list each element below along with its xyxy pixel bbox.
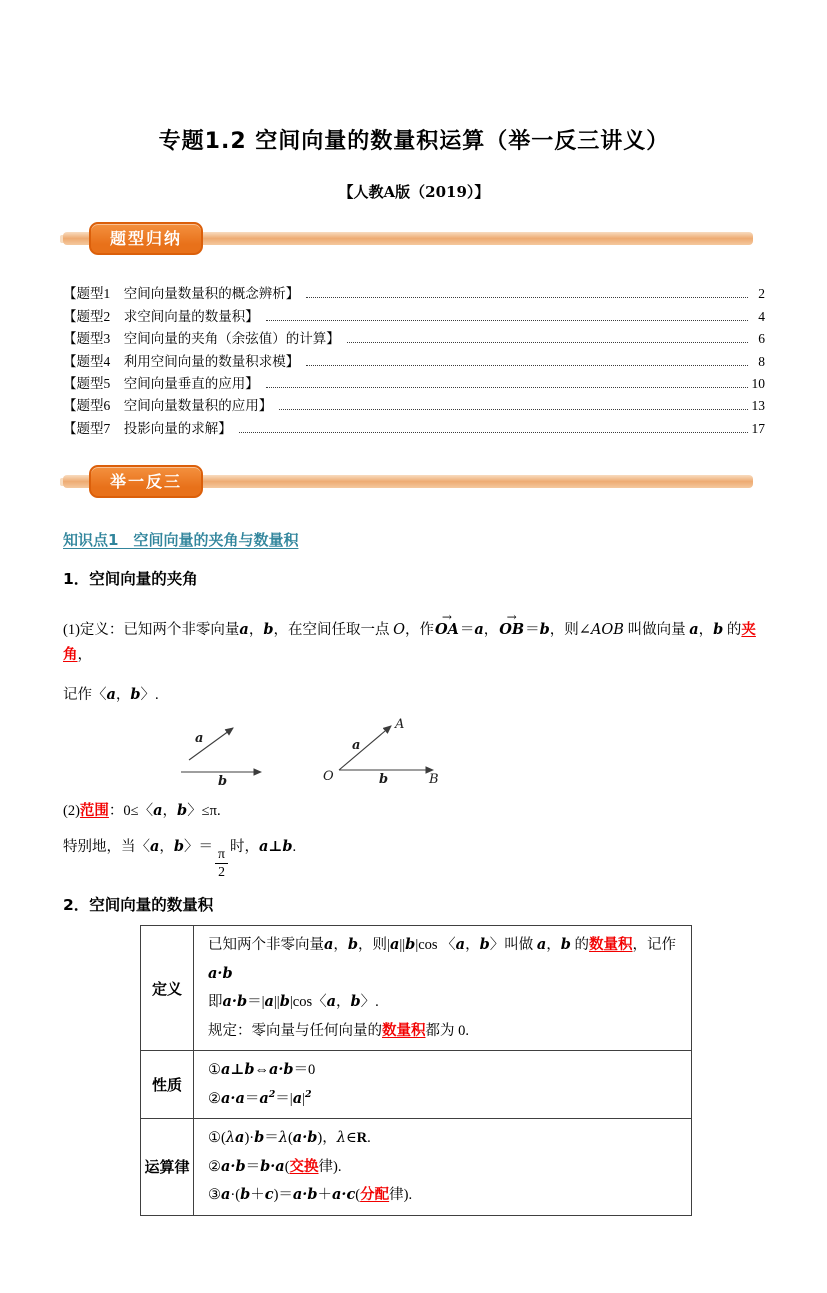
toc-label: 【题型6 空间向量数量积的应用】	[63, 398, 273, 414]
free-vectors-figure	[175, 718, 275, 786]
ray-oa-arrow	[339, 726, 391, 770]
angle-range-line: (2)范围：0≤〈a，b〉≤π.	[63, 801, 221, 819]
toc-label: 【题型7 投影向量的求解】	[63, 420, 232, 436]
toc-page-number: 2	[758, 286, 765, 302]
row-label-definition: 定义	[141, 926, 194, 1051]
toc-item-3[interactable]	[63, 325, 765, 347]
row-label-operation-laws: 运算律	[141, 1119, 194, 1216]
table-row-properties	[141, 1051, 692, 1119]
toc-dot-leader	[306, 297, 748, 298]
toc-item-5[interactable]	[63, 370, 765, 392]
toc-page-number: 4	[758, 308, 765, 324]
table-line: ②a·b＝b·a(交换律).	[208, 1157, 342, 1175]
toc-item-2[interactable]	[63, 302, 765, 324]
table-row-operation-laws	[141, 1119, 692, 1216]
table-line: 规定：零向量与任何向量的数量积都为 0.	[208, 1022, 469, 1039]
page-title: 专题1.2 空间向量的数量积运算（举一反三讲义）	[158, 129, 670, 154]
toc-dot-leader	[279, 409, 748, 410]
vector-angle-figures	[175, 716, 765, 786]
knowledge-point-heading: 知识点1 空间向量的夹角与数量积	[63, 530, 299, 549]
angle-section-heading: 1．空间向量的夹角	[63, 569, 198, 588]
angle-definition-line-1: (1)定义：已知两个非零向量a，b，在空间任取一点 O，作OA →＝a，OB →＝b，则∠AOB 叫做向量 a，b 的夹角，	[63, 605, 765, 668]
row-content-properties	[194, 1051, 692, 1119]
row-content-definition	[194, 926, 692, 1051]
toc-label: 【题型2 求空间向量的数量积】	[63, 308, 259, 324]
document-page	[0, 124, 827, 1216]
toc-label: 【题型1 空间向量数量积的概念辨析】	[63, 286, 300, 302]
table-line: ①(λa)·b＝λ(a·b)，λ∈R.	[208, 1129, 371, 1147]
table-line: ③a·(b＋c)＝a·b＋a·c(分配律).	[208, 1186, 413, 1204]
toc-dot-leader	[239, 432, 748, 433]
vector-a-label: a	[352, 737, 361, 753]
toc-page-number: 6	[758, 331, 765, 347]
vector-b-label: b	[379, 771, 389, 786]
table-of-contents	[63, 280, 765, 437]
point-o-label: O	[323, 768, 334, 784]
toc-page-number: 13	[751, 398, 765, 414]
table-line: $②a\cdot a=a^2=|a|^2$	[208, 1088, 312, 1107]
row-label-properties: 性质	[141, 1051, 194, 1119]
toc-item-1[interactable]	[63, 280, 765, 302]
toc-dot-leader	[266, 320, 748, 321]
toc-item-4[interactable]	[63, 347, 765, 369]
toc-label: 【题型3 空间向量的夹角（余弦值）的计算】	[63, 331, 340, 347]
toc-dot-leader	[347, 342, 748, 343]
practice-section-banner	[63, 465, 765, 499]
toc-item-7[interactable]	[63, 414, 765, 436]
toc-dot-leader	[306, 365, 748, 366]
point-b-label: B	[429, 771, 439, 786]
toc-page-number: 17	[751, 420, 765, 436]
table-line: a·b	[208, 964, 233, 982]
angle-definition-line-2: 记作〈a，b〉.	[63, 685, 159, 703]
toc-label: 【题型5 空间向量垂直的应用】	[63, 375, 259, 391]
table-row-definition	[141, 926, 692, 1051]
vector-diagram-free-vectors	[175, 718, 275, 786]
practice-badge: 举一反三	[89, 465, 203, 498]
toc-label: 【题型4 利用空间向量的数量积求模】	[63, 353, 300, 369]
toc-item-6[interactable]	[63, 392, 765, 414]
vector-b-label: b	[218, 773, 228, 786]
point-a-label: A	[395, 716, 405, 732]
toc-dot-leader	[266, 387, 748, 388]
topics-section-banner	[63, 222, 765, 256]
dot-product-knowledge-table	[140, 925, 692, 1216]
page-subtitle: 【人教A版（2019）】	[338, 183, 490, 201]
vector-diagram-angle-aob	[319, 716, 449, 786]
table-line: ①a⊥b⇔a·b＝0	[208, 1061, 316, 1079]
toc-page-number: 8	[758, 353, 765, 369]
angle-aob-figure	[319, 716, 449, 786]
vector-a-label: a	[195, 730, 204, 746]
angle-special-case-line: 特别地，当〈a，b〉＝ $\frac{\pi}{2}$ 时，a⊥b.	[63, 837, 297, 879]
topics-badge: 题型归纳	[89, 222, 203, 255]
product-section-heading: 2．空间向量的数量积	[63, 896, 214, 915]
table-line: 已知两个非零向量a，b，则|a||b|cos 〈a，b〉叫做 a，b 的数量积，记作	[208, 936, 677, 954]
toc-page-number: 10	[751, 375, 765, 391]
row-content-operation-laws	[194, 1119, 692, 1216]
table-line: 即a·b＝|a||b|cos〈a，b〉.	[208, 993, 379, 1011]
